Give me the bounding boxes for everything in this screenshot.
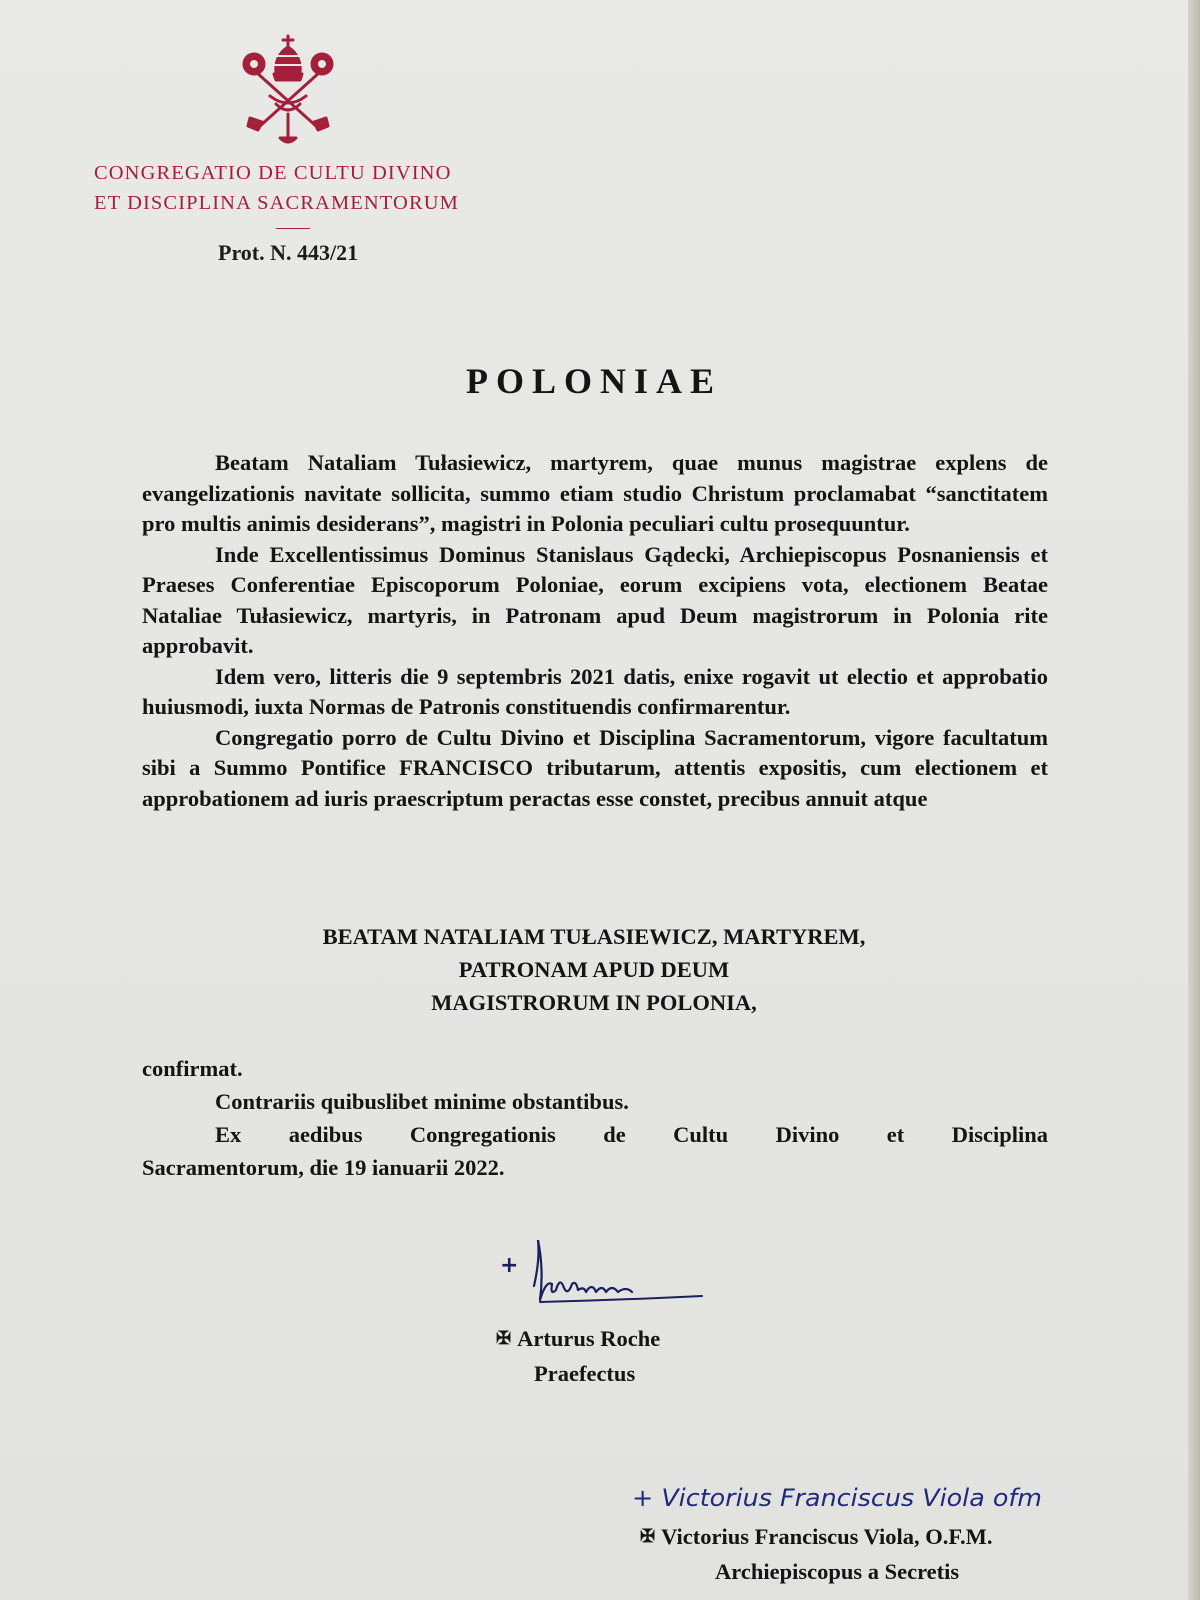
congregation-line-1: CONGREGATIO DE CULTU DIVINO (94, 162, 452, 184)
confirmat-text: confirmat. (142, 1056, 243, 1081)
decree-body (142, 448, 1048, 814)
prefect-block (496, 1322, 660, 1391)
papal-emblem-icon (236, 34, 340, 148)
cross-icon: ✠ (640, 1526, 656, 1546)
paragraph-2: Inde Excellentissimus Dominus Stanislaus Gądecki, Archiepiscopus Posnaniensis et Praeses Conferentiae Episcoporum Poloniae, eorum excipiens vota, electionem Beatae Nataliae Tułasiewicz, martyris, in Patronam apud Deum magistrorum in Polonia rite approbavit. (142, 541, 1048, 658)
paragraph-3: Idem vero, litteris die 9 septembris 2021 datis, enixe rogavit ut electio et approbatio huiusmodi, iuxta Normas de Patronis constituendis confirmarentur. (142, 663, 1048, 719)
ex-aedibus-line-1: Ex aedibus Congregationis de Cultu Divino et Disciplina (215, 1122, 1048, 1147)
proclamation-line-1: BEATAM NATALIAM TUŁASIEWICZ, MARTYREM, (322, 924, 866, 949)
ex-aedibus-line-2: Sacramentorum, die 19 ianuarii 2022. (142, 1155, 505, 1180)
paper-edge (1188, 0, 1200, 1600)
contrariis-text: Contrariis quibuslibet minime obstantibus. (215, 1089, 629, 1114)
prefect-title: Praefectus (534, 1361, 636, 1386)
prefect-signature (500, 1240, 720, 1330)
secretary-name: Victorius Franciscus Viola, O.F.M. (661, 1524, 993, 1549)
document-title: POLONIAE (465, 361, 723, 401)
proclamation-line-2: PATRONAM APUD DEUM (458, 957, 730, 982)
proclamation-line-3: MAGISTRORUM IN POLONIA, (431, 990, 757, 1015)
paragraph-4: Congregatio porro de Cultu Divino et Disciplina Sacramentorum, vigore facultatum sibi a Summo Pontifice FRANCISCO tributarum, attentis expositis, cum electionem et approbationem ad iuris praescriptum peractas esse constet, precibus annuit atque (142, 724, 1048, 811)
congregation-name (94, 158, 494, 218)
secretary-signature (630, 1478, 1050, 1518)
cross-icon: ✠ (496, 1328, 512, 1348)
closing-section (142, 1052, 1048, 1184)
proclamation (0, 920, 1188, 1019)
protocol-number: Prot. N. 443/21 (218, 240, 359, 265)
header-divider (276, 228, 310, 229)
prefect-name: Arturus Roche (517, 1326, 661, 1351)
secretary-title: Archiepiscopus a Secretis (715, 1559, 960, 1584)
secretary-signature-text: + Victorius Franciscus Viola ofm (632, 1484, 1042, 1512)
secretary-block (640, 1520, 993, 1588)
signature-plus: + (500, 1253, 519, 1278)
paragraph-1: Beatam Nataliam Tułasiewicz, martyrem, quae munus magistrae explens de evangelizationis navitate sollicita, summo etiam studio Christum proclamabat “sanctitatem pro multis animis desiderans”, magistri in Polonia peculiari cultu prosequuntur. (142, 450, 1048, 536)
congregation-line-2: ET DISCIPLINA SACRAMENTORUM (94, 192, 459, 214)
